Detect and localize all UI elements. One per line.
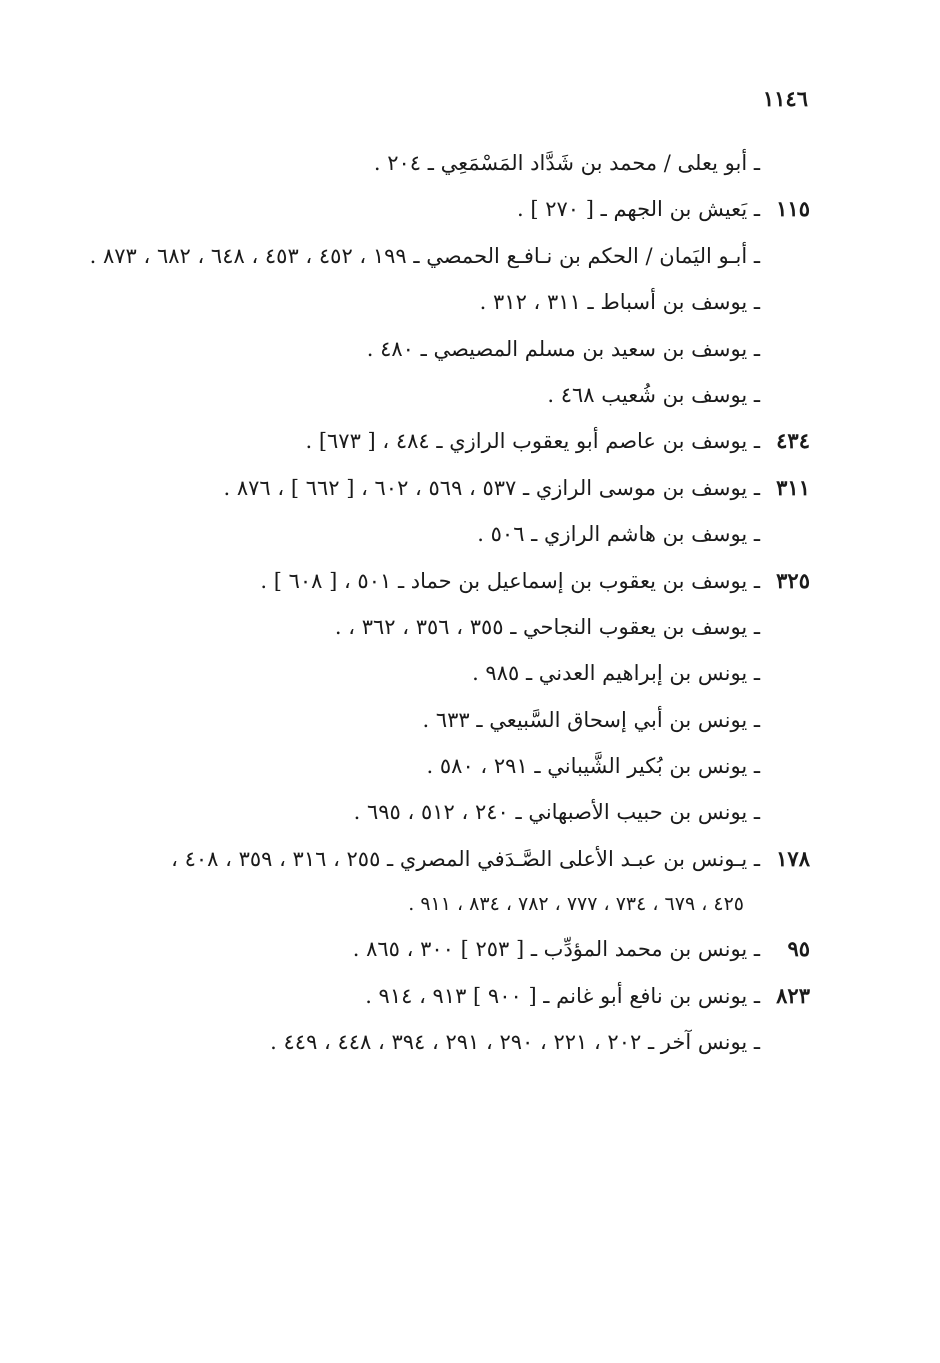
entry-text: ـ يوسف بن سعيد بن مسلم المصيصي ـ ٤٨٠ . <box>366 336 760 361</box>
entry-text: ـ يونس بن بُكير الشَّيباني ـ ٢٩١ ، ٥٨٠ . <box>426 754 760 779</box>
entry-text: ـ يونس بن أبي إسحاق السَّبيعي ـ ٦٣٣ . <box>422 707 760 732</box>
entry-text: ـ يونس بن محمد المؤدِّب ـ [ ٢٥٣ ] ٣٠٠ ، ٨٦٥ . <box>352 937 760 962</box>
index-entry <box>110 372 810 418</box>
entry-number: ٨٢٣ <box>776 982 810 1008</box>
entry-text: ـ يوسف بن عاصم أبو يعقوب الرازي ـ ٤٨٤ ، [ ٦٧٣] . <box>305 429 760 454</box>
entry-text: ـ يونس بن حبيب الأصبهاني ـ ٢٤٠ ، ٥١٢ ، ٦٩٥ . <box>353 800 760 825</box>
entry-number: ١٧٨ <box>776 845 810 871</box>
index-entry <box>110 558 810 604</box>
entry-text: ـ يوسف بن أسباط ـ ٣١١ ، ٣١٢ . <box>479 290 760 315</box>
entry-text: ـ يوسف بن يعقوب بن إسماعيل بن حماد ـ ٥٠١ ، [ ٦٠٨ ] . <box>260 568 760 593</box>
index-entry <box>110 926 810 972</box>
entry-number: ١١٥ <box>776 196 810 222</box>
entry-number: ٤٣٤ <box>776 428 810 454</box>
entry-text: ـ أبـو اليَمان / الحكم بن نـافـع الحمصي ـ ١٩٩ ، ٤٥٢ ، ٤٥٣ ، ٦٤٨ ، ٦٨٢ ، ٨٧٣ . <box>89 243 760 268</box>
entry-text: ـ يوسف بن يعقوب النجاحي ـ ٣٥٥ ، ٣٥٦ ، ٣٦٢ ، . <box>334 614 760 639</box>
index-entry <box>110 650 810 696</box>
index-entry <box>110 511 810 557</box>
entry-text: ـ يـونس بن عبـد الأعلى الصَّـدَفي المصري ـ ٢٥٥ ، ٣١٦ ، ٣٥٩ ، ٤٠٨ ، <box>171 846 760 871</box>
index-entry <box>110 140 810 186</box>
entry-number: ٣٢٥ <box>776 567 810 593</box>
entry-number: ٩٥ <box>787 936 810 962</box>
entry-text: ـ يونس بن إبراهيم العدني ـ ٩٨٥ . <box>472 661 760 686</box>
index-entry <box>110 743 810 789</box>
index-entry-continuation <box>110 882 810 926</box>
index-entry <box>110 1019 810 1065</box>
index-entry <box>110 279 810 325</box>
entry-text: ٤٢٥ ، ٦٧٩ ، ٧٣٤ ، ٧٧٧ ، ٧٨٢ ، ٨٣٤ ، ٩١١ . <box>408 893 744 916</box>
index-entry <box>110 465 810 511</box>
index-entries <box>89 140 810 1065</box>
entry-text: ـ يونس آخر ـ ٢٠٢ ، ٢٢١ ، ٢٩٠ ، ٢٩١ ، ٣٩٤ ، ٤٤٨ ، ٤٤٩ . <box>270 1030 760 1055</box>
entry-text: ـ يونس بن نافع أبو غانم ـ [ ٩٠٠ ] ٩١٣ ، ٩١٤ . <box>365 983 760 1008</box>
index-entry <box>110 697 810 743</box>
entry-text: ـ أبو يعلى / محمد بن شَدَّاد المَسْمَعِي ـ ٢٠٤ . <box>373 151 760 175</box>
index-entry <box>110 973 810 1019</box>
index-entry <box>110 326 810 372</box>
entry-text: ـ يوسف بن موسى الرازي ـ ٥٣٧ ، ٥٦٩ ، ٦٠٢ ، [ ٦٦٢ ] ، ٨٧٦ . <box>223 475 760 500</box>
index-entry <box>110 186 810 232</box>
index-entry <box>89 233 810 279</box>
entry-text: ـ يوسف بن شُعيب ٤٦٨ . <box>547 382 760 407</box>
page-number: ١١٤٦ <box>762 86 808 111</box>
entry-text: ـ يَعيش بن الجهم ـ [ ٢٧٠ ] . <box>517 197 760 222</box>
index-entry <box>110 604 810 650</box>
index-entry <box>110 836 810 882</box>
entry-text: ـ يوسف بن هاشم الرازي ـ ٥٠٦ . <box>477 522 760 547</box>
entry-number: ٣١١ <box>776 474 810 500</box>
index-entry <box>110 789 810 835</box>
index-entry <box>110 418 810 464</box>
